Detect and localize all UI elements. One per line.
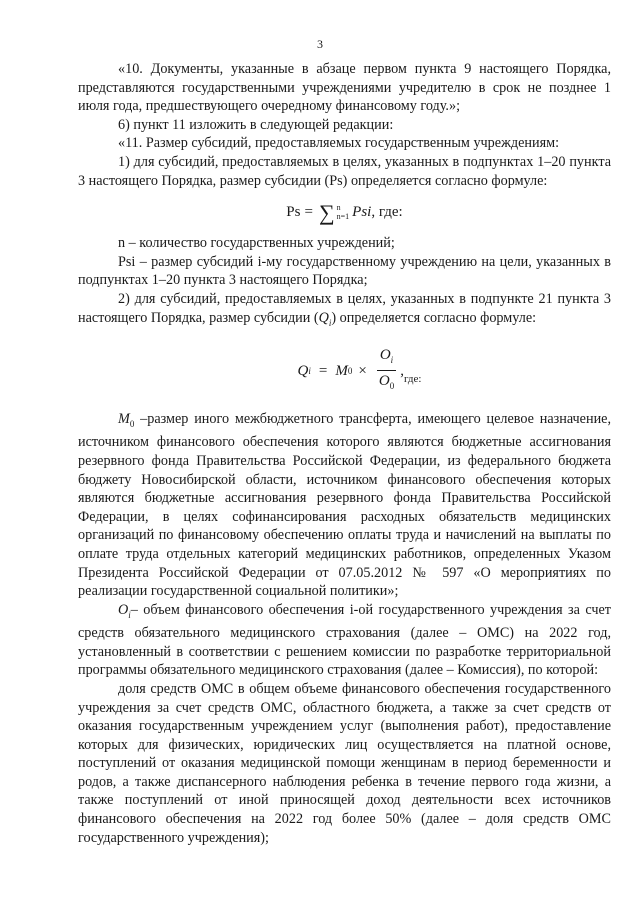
document-body [78, 60, 611, 847]
formula2-numerator: $O_i$ [377, 346, 396, 372]
formula2-fraction [376, 346, 397, 396]
paragraph-n-definition: n – количество государственных учреждений; [118, 235, 395, 252]
paragraph-subitem-1: 1) для субсидий, предоставляемых в целях, указанных в подпунктах 1–20 пункта 3 настоящего Порядка, размер субсидии (Ps) определяется согласно формуле: [78, 153, 611, 189]
formula-ps-sum [78, 190, 611, 234]
sigma-icon: ∑ [318, 199, 335, 225]
formula-qi: Q i = M 0 × $\frac{O_i}{O_0}$ , где: [78, 332, 611, 410]
paragraph-item-11-heading: «11. Размер субсидий, предоставляемых государственным учреждениям: [118, 135, 560, 152]
formula1-lower-limit: n=1 [336, 212, 350, 222]
formula2-m: M [335, 362, 348, 379]
formula2-lhs: Q [297, 362, 309, 379]
formula1-limits [337, 203, 350, 221]
formula1-equals: = [304, 203, 313, 220]
paragraph-subitem-2: 2) для субсидий, предоставляемых в целях, указанных в подпункте 21 пункта 3 настоящего Порядка, размер субсидии $(Q_i)$ определяется согласно формуле: [78, 290, 611, 328]
formula2-times: × [358, 362, 367, 379]
paragraph-oms-share: доля средств ОМС в общем объеме финансового обеспечения государственного учреждения за счет средств ОМС, областного бюджета, а также за счет средств от оказания государственным учреждением услуг (выполнения работ), предоставление которых для физических, юридических лиц осуществляется на платной основе, поступлений от оказания медицинской помощи женщинам в период беременности и родов, а также диспансерного наблюдения ребенка в течение первого года жизни, а также поступлений от иной приносящей доход деятельности всех источников финансового обеспечения на 2022 год более 50% (далее – доля средств ОМС государственного учреждения); [78, 680, 611, 846]
page-number: 3 [317, 37, 323, 51]
formula2-comma: , [400, 362, 404, 379]
formula1-term: Psi [352, 203, 372, 220]
paragraph-amendment-6: 6) пункт 11 изложить в следующей редакции: [118, 116, 394, 133]
paragraph-item-10: «10. Документы, указанные в абзаце первом пункта 9 настоящего Порядка, представляются государственными учреждениями учредителю в срок не позднее 1 июля года, предшествующего очередному финансовому году.»; [78, 61, 611, 115]
formula2-equals: = [318, 362, 328, 379]
formula2-suffix: где: [403, 372, 422, 385]
formula1-upper-limit: n [336, 203, 341, 213]
formula1-suffix: , где: [371, 203, 403, 220]
formula1-lhs: Ps [286, 203, 301, 220]
formula2-denominator: $O_0$ [378, 373, 395, 392]
paragraph-m0-definition: $M_0$ –размер иного межбюджетного трансферта, имеющего целевое назначение, источником финансового обеспечения которого являются бюджетные ассигнования резервного фонда Правительства Российской Федерации, из федерального бюджета бюджету Новосибирской области, источником финансового обеспечения которых являются бюджетные ассигнования резервного фонда Правительства Российской Федерации, в целях софинансирования расходных обязательств медицинских организаций по финансовому обеспечению оплаты труда и начислений на выплаты по оплате труда отдельных категорий медицинских работников, определенных Указом Президента Российской Федерации от 07.05.2012 № 597 «О мероприятиях по реализации государственной социальной политики»; [78, 410, 612, 600]
paragraph-psi-definition: Psi – размер субсидий i-му государственному учреждению на цели, указанных в подпунктах 1–20 пункта 3 настоящего Порядка; [78, 253, 611, 289]
paragraph-oi-definition: $O_i-$ объем финансового обеспечения i-ой государственного учреждения за счет средств обязательного медицинского страхования (далее – ОМС) на 2022 год, установленный в соответствии с решением комиссии по разработке территориальной программы обязательного медицинского страхования (далее – Комиссия), по которой: [78, 601, 611, 679]
